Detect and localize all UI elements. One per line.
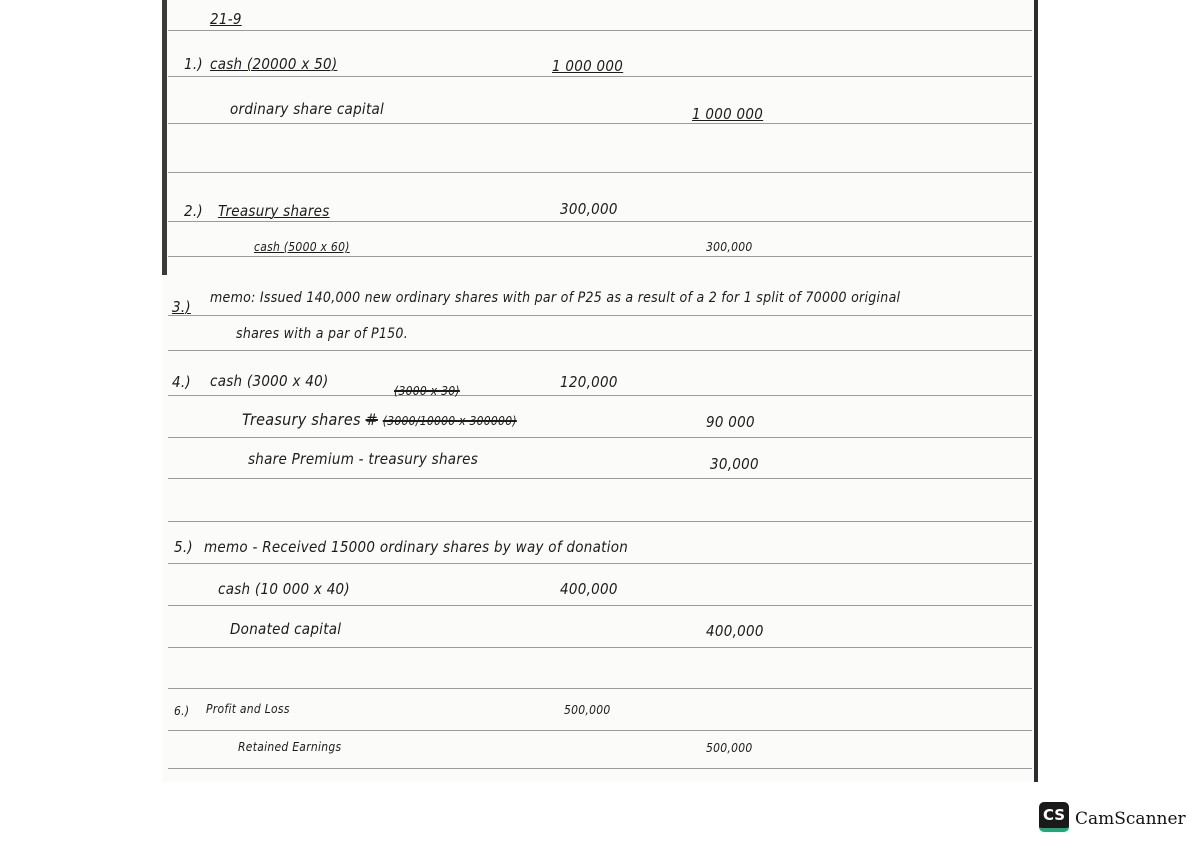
notebook-page <box>162 0 1038 782</box>
entry-3-memo-line-1: memo: Issued 140,000 new ordinary shares with par of P25 as a result of a 2 for 1 split of 70000 original <box>210 290 901 306</box>
ruled-line <box>168 221 1032 222</box>
entry-1-number: 1.) <box>184 55 203 73</box>
entry-4-credit-1-account <box>242 410 517 429</box>
entry-2-credit-amount: 300,000 <box>706 240 753 254</box>
crossed-calculation: (3000/10000 x 300000) <box>382 414 517 428</box>
entry-6-credit-amount: 500,000 <box>706 741 753 755</box>
problem-number: 21-9 <box>210 10 242 28</box>
entry-5-credit-amount: 400,000 <box>706 622 764 640</box>
ruled-line <box>168 647 1032 648</box>
entry-4-number: 4.) <box>172 373 191 391</box>
camscanner-brand-text: CamScanner <box>1075 809 1186 829</box>
ruled-line <box>168 172 1032 173</box>
entry-4-credit-2-account: share Premium - treasury shares <box>248 450 479 468</box>
entry-4-credit-2-amount: 30,000 <box>710 455 759 473</box>
ruled-line <box>168 256 1032 257</box>
crossed-hash: # <box>365 410 378 429</box>
entry-2-debit-account: Treasury shares <box>218 202 330 220</box>
ruled-line <box>168 315 1032 316</box>
ruled-line <box>168 768 1032 769</box>
ruled-line <box>168 605 1032 606</box>
entry-5-debit-amount: 400,000 <box>560 580 618 598</box>
ruled-line <box>168 730 1032 731</box>
entry-4-crossed-note: (3000 x 30) <box>394 384 460 398</box>
entry-1-credit-account: ordinary share capital <box>230 100 385 118</box>
ruled-line <box>168 563 1032 564</box>
entry-3-number: 3.) <box>172 298 191 316</box>
entry-1-credit-amount: 1 000 000 <box>692 105 764 123</box>
ruled-line <box>168 123 1032 124</box>
entry-2-credit-account: cash (5000 x 60) <box>254 240 350 254</box>
entry-4-debit-account: cash (3000 x 40) <box>210 372 329 390</box>
ruled-line <box>168 521 1032 522</box>
entry-2-number: 2.) <box>184 202 203 220</box>
entry-6-debit-amount: 500,000 <box>564 703 611 717</box>
entry-5-debit-account: cash (10 000 x 40) <box>218 580 350 598</box>
entry-2-debit-amount: 300,000 <box>560 200 618 218</box>
entry-6-number: 6.) <box>174 704 190 718</box>
camscanner-logo-icon: CS <box>1039 802 1069 832</box>
credit-1-account-label: Treasury shares <box>242 410 361 429</box>
ruled-line <box>168 30 1032 31</box>
ruled-line <box>168 437 1032 438</box>
entry-6-debit-account: Profit and Loss <box>206 702 290 716</box>
entry-4-credit-1-amount: 90 000 <box>706 413 755 431</box>
entry-3-memo-line-2: shares with a par of P150. <box>236 326 408 342</box>
ruled-line <box>168 76 1032 77</box>
ruled-line <box>168 688 1032 689</box>
entry-5-number: 5.) <box>174 538 193 556</box>
entry-1-debit-amount: 1 000 000 <box>552 57 624 75</box>
entry-1-debit-account: cash (20000 x 50) <box>210 55 338 73</box>
ruled-line <box>168 478 1032 479</box>
entry-5-credit-account: Donated capital <box>230 620 342 638</box>
entry-6-credit-account: Retained Earnings <box>238 740 342 754</box>
ruled-line <box>168 395 1032 396</box>
entry-5-memo: memo - Received 15000 ordinary shares by way of donation <box>204 538 629 556</box>
entry-4-debit-amount: 120,000 <box>560 373 618 391</box>
ruled-line <box>168 350 1032 351</box>
